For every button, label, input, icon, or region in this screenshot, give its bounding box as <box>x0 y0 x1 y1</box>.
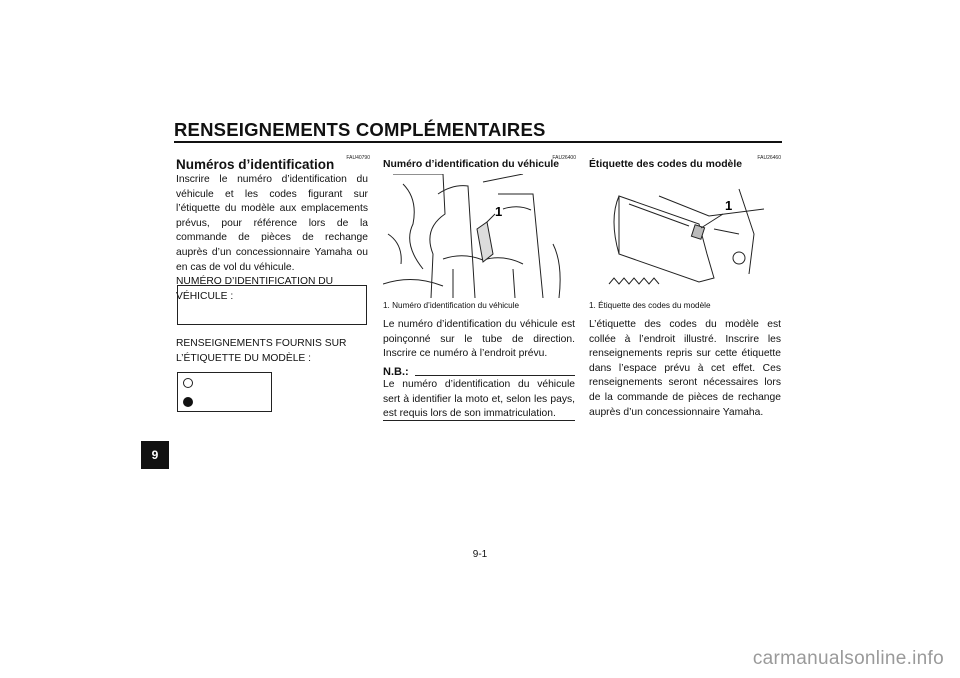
vin-plate-shape <box>477 222 493 262</box>
page-header-title: RENSEIGNEMENTS COMPLÉMENTAIRES <box>174 119 546 140</box>
figure-caption: 1. Étiquette des codes du modèle <box>589 301 711 310</box>
model-label-info-heading: RENSEIGNEMENTS FOURNIS SUR L’ÉTIQUETTE DU MODÈLE : <box>176 338 347 364</box>
chapter-tab: 9 <box>141 441 169 469</box>
vin-field-label: NUMÉRO D’IDENTIFICATION DU VÉHICULE : <box>176 276 334 302</box>
note-label: N.B.: <box>383 366 409 378</box>
section-title: Étiquette des codes du modèle <box>589 159 743 170</box>
callout-number: 1 <box>725 198 733 213</box>
open-circle-icon <box>183 378 193 388</box>
reference-code: FAU26400 <box>552 155 576 161</box>
reference-code: FAU26460 <box>757 155 781 161</box>
section-title: Numéros d’identification <box>176 157 335 172</box>
figure-caption: 1. Numéro d’identification du véhicule <box>383 301 520 310</box>
reference-code: FAU40790 <box>346 155 370 161</box>
steering-head-illustration <box>383 174 575 298</box>
header-rule <box>174 141 782 143</box>
note-rule-bottom <box>383 420 575 421</box>
filled-circle-icon <box>183 397 193 407</box>
section-title: Numéro d’identification du véhicule <box>383 159 560 170</box>
intro-text: Inscrire le numéro d’identification du véhicule et les codes figurant sur l’étiquette du modèle aux emplacements prévus, pour référence lors de la commande de pièces de rechange auprès d’un concessionnaire Yamaha ou en cas de vol du véhicule. <box>176 174 368 273</box>
watermark-text: carmanualsonline.info <box>752 648 944 669</box>
vin-entry-box[interactable] <box>177 285 367 325</box>
note-rule-top <box>415 375 575 376</box>
note-text: Le numéro d’identification du véhicule sert à identifier la moto et, selon les pays, est requis lors de son immatriculation. <box>383 379 575 420</box>
model-label-illustration <box>589 174 781 298</box>
model-label-entry-box[interactable] <box>177 372 272 412</box>
vin-paragraph: Le numéro d’identification du véhicule est poinçonné sur le tube de direction. Inscrire ce numéro à l’endroit prévu. <box>383 319 575 360</box>
callout-number: 1 <box>495 204 503 219</box>
page-number: 9-1 <box>472 549 488 560</box>
model-label-paragraph: L’étiquette des codes du modèle est collée à l’endroit illustré. Inscrire les renseignements repris sur cette étiquette dans l’espace prévu à cet effet. Ces renseignements seront nécessaires lors de la commande de pièces de rechange auprès d’un concessionnaire Yamaha. <box>589 319 781 418</box>
